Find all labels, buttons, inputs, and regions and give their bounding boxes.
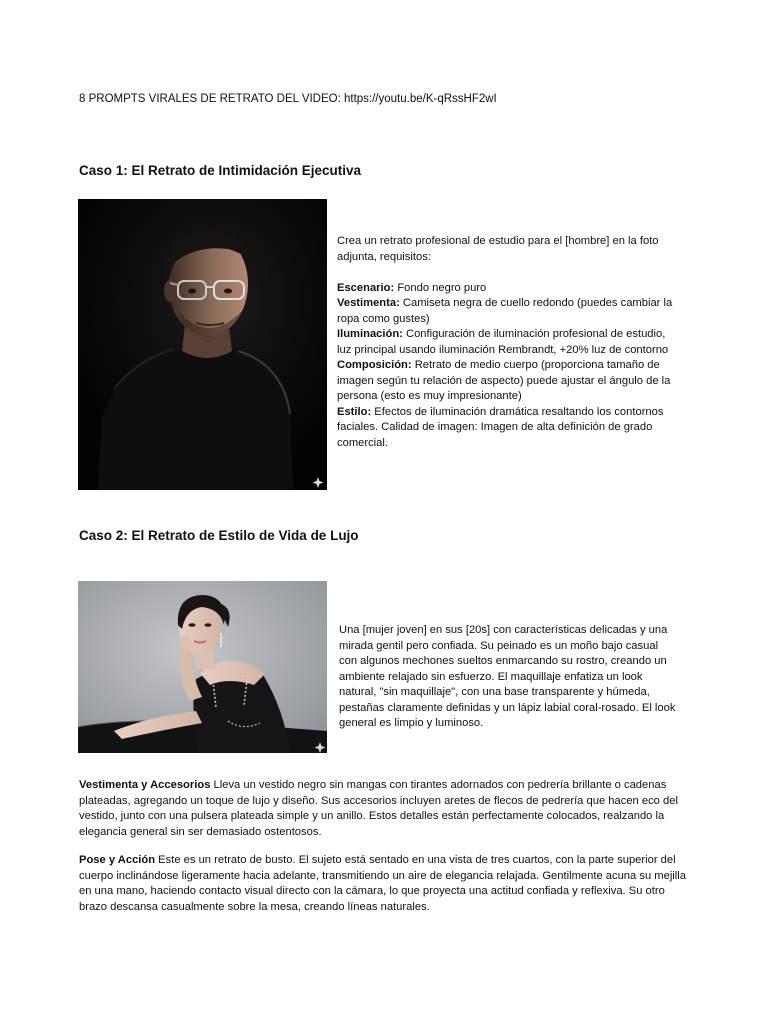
woman-portrait-image <box>78 581 327 753</box>
case1-field-style <box>337 405 682 452</box>
field-value: Retrato de medio cuerpo (proporciona tamaño de imagen según tu relación de aspecto) puede ajustar el ángulo de la persona (esto es muy impresionante) <box>337 359 671 402</box>
outfit-text: Lleva un vestido negro sin mangas con tirantes adornados con pedrería brillante o cadenas plateadas, agregando un toque de lujo y diseño. Sus accesorios incluyen aretes de flecos de pedrería que hacen eco del vestido, junto con una pulsera plateada simple y un anillo. Estos detalles están perfectamente colocados, realzando la elegancia general sin ser demasiado ostentosos. <box>79 779 678 838</box>
case1-intro: Crea un retrato profesional de estudio para el [hombre] en la foto adjunta, requisitos: <box>337 235 659 263</box>
field-label: Escenario: <box>337 281 395 294</box>
outfit-paragraph <box>79 778 689 840</box>
field-value: Camiseta negra de cuello redondo (puedes cambiar la ropa como gustes) <box>337 297 673 325</box>
field-label: Estilo: <box>337 405 372 418</box>
case1-title: Caso 1: El Retrato de Intimidación Ejecutiva <box>79 163 362 178</box>
header-text: 8 PROMPTS VIRALES DE RETRATO DEL VIDEO: https://youtu.be/K-qRssHF2wI <box>79 93 497 105</box>
case2-pose <box>79 853 689 915</box>
field-value: Configuración de iluminación profesional de estudio, luz principal usando iluminación Rembrandt, +20% luz de contorno <box>337 328 669 356</box>
case1-field-scenario <box>337 281 682 297</box>
case1-field-composition <box>337 358 682 405</box>
field-label: Composición: <box>337 359 412 371</box>
case2-description <box>339 623 679 732</box>
case2-description-text: Una [mujer joven] en sus [20s] con características delicadas y una mirada gentil pero confiada. Su peinado es un moño bajo casual con algunos mechones sueltos enmarcando su rostro, creando un ambiente relajado sin esfuerzo. El maquillaje enfatiza un look natural, "sin maquillaje", con una base transparente y húmeda, pestañas claramente definidas y un lápiz labial coral-rosado. El look general es limpio y luminoso. <box>339 624 676 729</box>
pose-paragraph <box>79 853 689 915</box>
pose-text: Este es un retrato de busto. El sujeto está sentado en una vista de tres cuartos, con la parte superior del cuerpo inclinándose ligeramente hacia adelante, transmitiendo un aire de elegancia relajada. Gentilmente acuna su mejilla en una mano, haciendo contacto visual directo con la cámara, lo que proyecta una actitud confiada y reflexiva. Su otro brazo descansa casualmente sobre la mesa, creando líneas naturales. <box>79 854 686 913</box>
case2-title: Caso 2: El Retrato de Estilo de Vida de Lujo <box>79 528 359 543</box>
case1-prompt <box>337 234 682 451</box>
field-label: Iluminación: <box>337 328 403 340</box>
woman-portrait-illustration <box>78 581 327 753</box>
outfit-label: Vestimenta y Accesorios <box>79 779 211 791</box>
field-value: Efectos de iluminación dramática resaltando los contornos faciales. Calidad de imagen: Imagen de alta definición de grado comercial. <box>337 405 664 449</box>
case1-field-lighting <box>337 327 682 358</box>
field-value: Fondo negro puro <box>394 281 487 294</box>
field-label: Vestimenta: <box>337 297 400 309</box>
case2-outfit <box>79 778 689 840</box>
man-portrait-image <box>78 199 327 490</box>
case1-field-clothing <box>337 296 682 327</box>
pose-label: Pose y Acción <box>79 854 156 866</box>
man-portrait-illustration <box>78 199 327 490</box>
